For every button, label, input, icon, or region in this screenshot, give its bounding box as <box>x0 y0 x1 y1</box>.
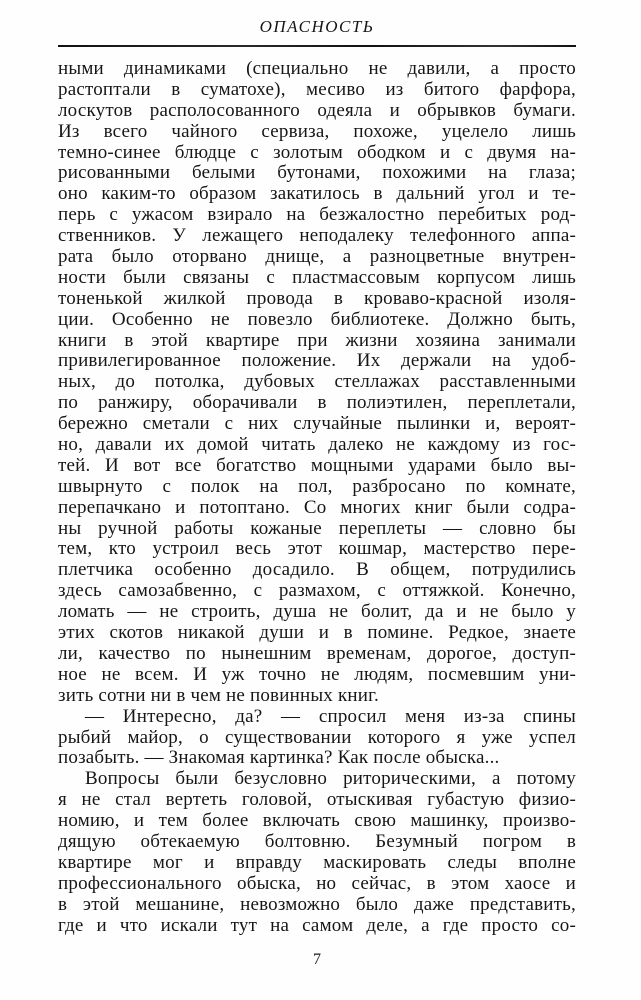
text-line: ственников. У лежащего неподалеку телефонного аппа- <box>58 225 576 247</box>
text-line: я не стал вертеть головой, отыскивая губастую физио- <box>58 789 576 811</box>
text-line: по ранжиру, оборачивали в полиэтилен, переплетали, <box>58 392 576 414</box>
text-line: ции. Особенно не повезло библиотеке. Должно быть, <box>58 308 576 330</box>
text-line: бережно сметали с них случайные пылинки и, вероят- <box>58 413 576 435</box>
text-line: ное не всем. И уж точно не людям, посмевшим уни- <box>58 663 576 685</box>
text-line: в этой мешанине, невозможно было даже представить, <box>58 893 576 915</box>
running-header: ОПАСНОСТЬ <box>259 17 375 36</box>
text-line: Из всего чайного сервиза, похоже, уцелело лишь <box>58 120 576 142</box>
text-line: квартире мог и вправду маскировать следы вполне <box>58 851 576 873</box>
text-line: тоненькой жилкой провода в кроваво-красной изоля- <box>58 287 576 309</box>
text-line: ли, качество по нынешним временам, дорогое, доступ- <box>58 642 576 664</box>
text-line: дящую обтекаемую болтовню. Безумный погром в <box>58 830 576 852</box>
text-line: где и что искали тут на самом деле, а где просто со- <box>58 914 576 936</box>
text-line: плетчика особенно досадило. В общем, потрудились <box>58 559 576 581</box>
text-line: рисованными белыми бутонами, похожими на глаза; <box>58 162 576 184</box>
text-line: ности были связаны с пластмассовым корпусом лишь <box>58 266 576 288</box>
text-line: книги в этой квартире при жизни хозяина занимали <box>58 329 576 351</box>
text-line: рыбий майор, о существовании которого я уже успел <box>58 726 576 748</box>
page-number: 7 <box>313 951 321 968</box>
text-line: тей. И вот все богатство мощными ударами было вы- <box>58 454 576 476</box>
header-rule <box>58 45 576 47</box>
text-line: Вопросы были безусловно риторическими, а потому <box>85 768 576 790</box>
text-line: ломать — не строить, душа не болит, да и не было у <box>58 601 576 623</box>
text-line: перепачкано и потоптано. Со многих книг были содра- <box>58 496 576 518</box>
text-line: ны ручной работы кожаные переплеты — словно бы <box>58 517 576 539</box>
text-line: растоптали в суматохе), месиво из битого фарфора, <box>58 78 576 100</box>
text-line: темно-синее блюдце с золотым ободком и с двумя на- <box>58 141 576 163</box>
text-line: тем, кто устроил весь этот кошмар, мастерство пере- <box>58 538 576 560</box>
text-line: привилегированное положение. Их держали на удоб- <box>58 350 576 372</box>
text-line: но, давали их домой читать далеко не каждому из гос- <box>58 434 576 456</box>
text-line: номию, и тем более включать свою машинку, произво- <box>58 810 576 832</box>
text-line: швырнуто с полок на пол, разбросано по комнате, <box>58 475 576 497</box>
text-line: позабыть. — Знакомая картинка? Как после обыска... <box>58 747 500 769</box>
text-line: оно каким-то образом закатилось в дальний угол и те- <box>58 183 576 205</box>
text-line: лоскутов располосованного одеяла и обрывков бумаги. <box>58 99 576 121</box>
text-line: перь с ужасом взирало на безжалостно перебитых род- <box>58 204 576 226</box>
text-line: ных, до потолка, дубовых стеллажах расставленными <box>58 371 576 393</box>
text-line: профессионального обыска, но сейчас, в этом хаосе и <box>58 872 576 894</box>
text-line: — Интересно, да? — спросил меня из-за спины <box>85 705 576 727</box>
text-line: здесь самозабвенно, с размахом, с оттяжкой. Конечно, <box>58 580 576 602</box>
text-line: зить сотни ни в чем не повинных книг. <box>58 684 379 706</box>
text-line: рата было оторвано днище, а разноцветные внутрен- <box>58 246 576 268</box>
page-body <box>58 59 576 936</box>
text-line: этих скотов никакой души и в помине. Редкое, знаете <box>58 622 576 644</box>
text-line: ными динамиками (специально не давили, а просто <box>58 58 576 79</box>
